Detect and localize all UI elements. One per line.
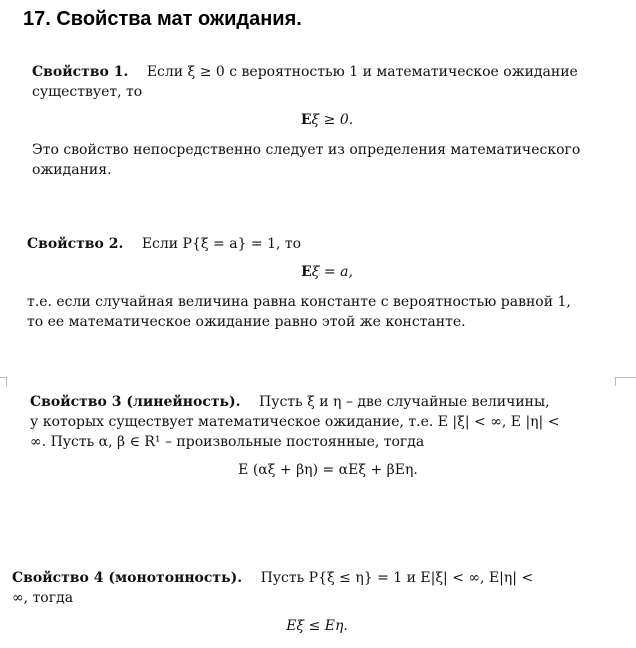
property-1-text2: ожидания. (32, 162, 112, 178)
property-2-statement (27, 234, 627, 254)
property-2-text2: то ее математическое ожидание равно этой же константе. (27, 314, 466, 330)
page-break-mark-right (615, 377, 636, 386)
property-1-line2: существует, то (32, 84, 143, 100)
page-break-mark-left (0, 377, 7, 386)
property-4-line1: Пусть P{ξ ≤ η} = 1 и E|ξ| < ∞, E|η| < (260, 570, 534, 586)
property-3 (30, 392, 626, 490)
property-4-name: Свойство 4 (монотонность). (12, 570, 243, 586)
page-title: 17. Свойства мат ожидания. (23, 8, 302, 30)
property-1-name: Свойство 1. (32, 64, 129, 80)
property-1-statement (32, 62, 622, 82)
property-3-name: Свойство 3 (линейность). (30, 394, 241, 410)
property-4 (12, 568, 622, 646)
property-3-line2: у которых существует математическое ожидание, т.е. E |ξ| < ∞, E |η| < (30, 414, 560, 430)
property-4-statement (12, 568, 622, 588)
property-4-formula: Eξ ≤ Eη. (286, 618, 348, 634)
property-2-text1: т.е. если случайная величина равна константе с вероятностью равной 1, (27, 294, 571, 310)
property-3-formula: E (αξ + βη) = αEξ + βEη. (238, 462, 418, 478)
property-2-formula: Eξ = a, (301, 264, 353, 280)
property-3-statement (30, 392, 626, 412)
property-1-text1: Это свойство непосредственно следует из определения математического (32, 142, 581, 158)
property-3-line3: ∞. Пусть α, β ∈ R¹ – произвольные постоянные, тогда (30, 434, 425, 450)
property-4-line2: ∞, тогда (12, 590, 74, 606)
property-2-name: Свойство 2. (27, 236, 124, 252)
property-1 (32, 62, 622, 180)
property-3-line1: Пусть ξ и η – две случайные величины, (259, 394, 550, 410)
property-1-formula: Eξ ≥ 0. (300, 112, 354, 128)
property-2 (27, 234, 627, 332)
property-1-line1: Если ξ ≥ 0 с вероятностью 1 и математическое ожидание (146, 64, 578, 80)
property-2-line1: Если P{ξ = a} = 1, то (141, 236, 302, 252)
